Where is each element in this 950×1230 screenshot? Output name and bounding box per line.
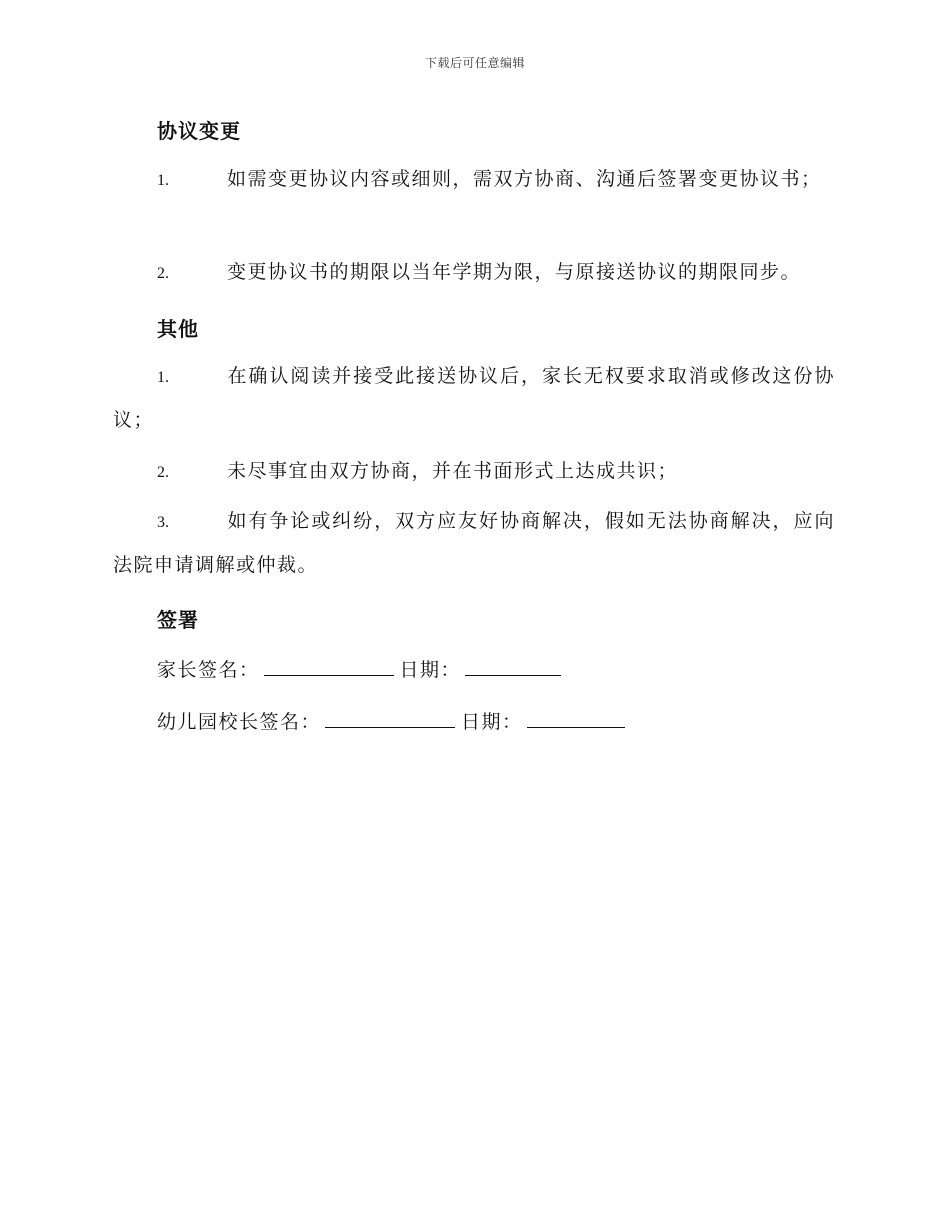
parent-signature-line: [157, 655, 567, 682]
principal-signature-label: 幼儿园校长签名：: [157, 711, 322, 733]
section-heading-signature: 签署: [157, 608, 199, 632]
principal-signature-line: [157, 707, 631, 734]
section-heading-other: 其他: [157, 317, 199, 341]
item-number: 3.: [157, 514, 169, 531]
parent-date-label: 日期：: [399, 659, 462, 681]
change-item-2: [113, 251, 835, 295]
item-text: 如有争论或纠纷，双方应友好协商解决，假如无法协商解决，应向法院申请调解或仲裁。: [113, 510, 835, 576]
item-text: 在确认阅读并接受此接送协议后，家长无权要求取消或修改这份协议；: [113, 365, 835, 431]
principal-date-blank[interactable]: [527, 713, 625, 728]
item-text: 如需变更协议内容或细则，需双方协商、沟通后签署变更协议书；: [227, 168, 822, 190]
item-number: 2.: [157, 464, 169, 481]
parent-signature-blank[interactable]: [264, 661, 394, 676]
item-number: 1.: [157, 172, 169, 189]
page-header: 下载后可任意编辑: [424, 56, 525, 70]
parent-signature-label: 家长签名：: [157, 659, 260, 681]
principal-signature-blank[interactable]: [325, 713, 455, 728]
other-item-1: [113, 355, 835, 441]
parent-date-blank[interactable]: [465, 661, 561, 676]
item-text: 变更协议书的期限以当年学期为限，与原接送协议的期限同步。: [227, 261, 802, 283]
item-number: 1.: [157, 369, 169, 386]
principal-date-label: 日期：: [461, 711, 523, 733]
other-item-2: [113, 450, 835, 494]
section-heading-change: 协议变更: [157, 119, 241, 143]
change-item-1: [113, 158, 835, 202]
other-item-3: [113, 500, 835, 586]
item-text: 未尽事宜由双方协商，并在书面形式上达成共识；: [227, 460, 679, 482]
item-number: 2.: [157, 265, 169, 282]
